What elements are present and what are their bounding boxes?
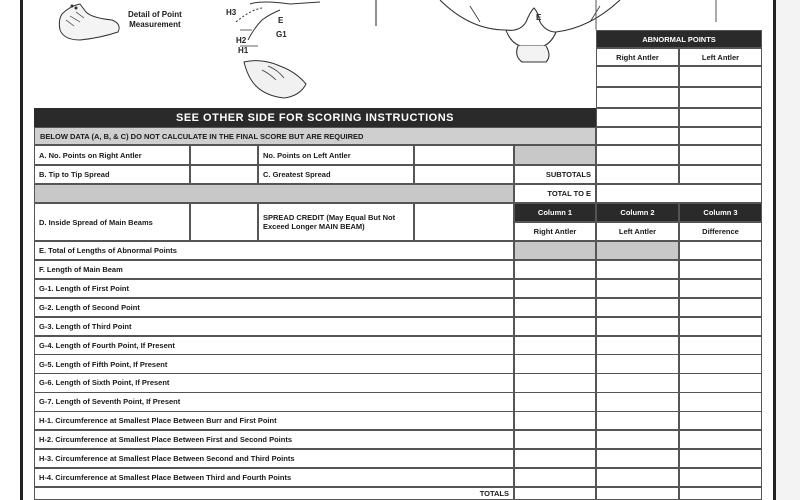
column-2-header: Column 2: [596, 203, 679, 222]
subtotals-label: SUBTOTALS: [514, 165, 596, 184]
field-c-label: C. Greatest Spread: [258, 165, 414, 184]
tine-detail-sketch: [59, 4, 119, 40]
right-antler-cell[interactable]: [514, 279, 596, 298]
field-d-input[interactable]: [190, 203, 258, 241]
top-right-boxes: [596, 0, 716, 30]
measurement-row-label: G-4. Length of Fourth Point, If Present: [34, 336, 514, 355]
measurement-row-label: H-1. Circumference at Smallest Place Between Burr and First Point: [34, 411, 514, 430]
abnormal-left-cell[interactable]: [679, 108, 762, 127]
e-label-rack: E: [536, 13, 542, 22]
left-antler-cell[interactable]: [596, 260, 679, 279]
total-column-2[interactable]: [596, 487, 679, 500]
left-antler-cell[interactable]: [596, 336, 679, 355]
abnormal-points-title: ABNORMAL POINTS: [596, 30, 762, 48]
spread-credit-label: SPREAD CREDIT (May Equal But Not Exceed Longer MAIN BEAM): [258, 203, 414, 241]
detail-label-line2: Measurement: [129, 20, 181, 29]
right-antler-cell[interactable]: [514, 260, 596, 279]
field-a-label: A. No. Points on Right Antler: [34, 145, 190, 165]
difference-cell[interactable]: [679, 317, 762, 336]
right-antler-cell[interactable]: [514, 449, 596, 468]
field-c-input[interactable]: [414, 165, 514, 184]
h3-label: H3: [226, 8, 237, 17]
antler-rack-sketch: [376, 0, 620, 62]
column-1-header: Column 1: [514, 203, 596, 222]
totals-label: TOTALS: [34, 487, 514, 500]
abnormal-right-cell[interactable]: [596, 108, 679, 127]
difference-cell[interactable]: [679, 392, 762, 411]
total-column-3[interactable]: [679, 487, 762, 500]
field-b-input[interactable]: [190, 165, 258, 184]
left-antler-cell[interactable]: [596, 411, 679, 430]
left-antler-cell[interactable]: [596, 468, 679, 487]
abnormal-right-cell[interactable]: [596, 145, 679, 165]
measurement-row-label: H-4. Circumference at Smallest Place Between Third and Fourth Points: [34, 468, 514, 487]
h2-label: H2: [236, 36, 247, 45]
field-b-label: B. Tip to Tip Spread: [34, 165, 190, 184]
right-antler-cell[interactable]: [514, 241, 596, 260]
left-antler-cell[interactable]: [596, 430, 679, 449]
abnormal-left-cell[interactable]: [679, 87, 762, 108]
difference-cell[interactable]: [679, 411, 762, 430]
difference-cell[interactable]: [679, 449, 762, 468]
left-antler-cell[interactable]: [596, 241, 679, 260]
abnormal-right-subtotal[interactable]: [596, 165, 679, 184]
left-antler-cell[interactable]: [596, 392, 679, 411]
difference-cell[interactable]: [679, 260, 762, 279]
g1-label: G1: [276, 30, 287, 39]
measurement-row-label: G-3. Length of Third Point: [34, 317, 514, 336]
measurement-row-label: G-7. Length of Seventh Point, If Present: [34, 392, 514, 411]
column-3-header: Column 3: [679, 203, 762, 222]
difference-cell[interactable]: [679, 468, 762, 487]
right-antler-cell[interactable]: [514, 298, 596, 317]
required-data-note: BELOW DATA (A, B, & C) DO NOT CALCULATE IN THE FINAL SCORE BUT ARE REQUIRED: [34, 127, 596, 145]
abnormal-right-header: Right Antler: [596, 48, 679, 66]
shaded-row: [34, 184, 514, 203]
difference-cell[interactable]: [679, 279, 762, 298]
scoring-instructions-banner: SEE OTHER SIDE FOR SCORING INSTRUCTIONS: [34, 108, 596, 127]
detail-label-line1: Detail of Point: [128, 10, 182, 19]
total-to-e-label: TOTAL TO E: [514, 184, 596, 203]
column-3-sub: Difference: [679, 222, 762, 241]
difference-cell[interactable]: [679, 241, 762, 260]
difference-cell[interactable]: [679, 354, 762, 373]
abnormal-total-cell[interactable]: [596, 184, 762, 203]
difference-cell[interactable]: [679, 430, 762, 449]
abnormal-left-cell[interactable]: [679, 145, 762, 165]
difference-cell[interactable]: [679, 373, 762, 392]
column-2-sub: Left Antler: [596, 222, 679, 241]
right-antler-cell[interactable]: [514, 354, 596, 373]
abnormal-left-header: Left Antler: [679, 48, 762, 66]
abnormal-left-cell[interactable]: [679, 127, 762, 145]
measurement-row-label: E. Total of Lengths of Abnormal Points: [34, 241, 514, 260]
measurement-row-label: G-5. Length of Fifth Point, If Present: [34, 354, 514, 373]
h1-label: H1: [238, 46, 249, 55]
left-antler-cell[interactable]: [596, 298, 679, 317]
measurement-row-label: G-1. Length of First Point: [34, 279, 514, 298]
abnormal-right-cell[interactable]: [596, 66, 679, 87]
right-antler-cell[interactable]: [514, 411, 596, 430]
right-antler-cell[interactable]: [514, 468, 596, 487]
field-left-points-label: No. Points on Left Antler: [258, 145, 414, 165]
detail-label: [128, 10, 182, 30]
shaded-cell: [514, 145, 596, 165]
field-left-points-input[interactable]: [414, 145, 514, 165]
abnormal-left-cell[interactable]: [679, 66, 762, 87]
field-d-label: D. Inside Spread of Main Beams: [34, 203, 190, 241]
right-antler-cell[interactable]: [514, 336, 596, 355]
total-column-1[interactable]: [514, 487, 596, 500]
measurement-row-label: H-3. Circumference at Smallest Place Between Second and Third Points: [34, 449, 514, 468]
right-antler-cell[interactable]: [514, 392, 596, 411]
measurement-row-label: G-6. Length of Sixth Point, If Present: [34, 373, 514, 392]
measurement-row-label: G-2. Length of Second Point: [34, 298, 514, 317]
left-antler-cell[interactable]: [596, 373, 679, 392]
measurement-row-label: H-2. Circumference at Smallest Place Between First and Second Points: [34, 430, 514, 449]
e-label-small: E: [278, 16, 284, 25]
right-antler-cell[interactable]: [514, 317, 596, 336]
difference-cell[interactable]: [679, 336, 762, 355]
left-antler-cell[interactable]: [596, 354, 679, 373]
abnormal-right-cell[interactable]: [596, 127, 679, 145]
abnormal-right-cell[interactable]: [596, 87, 679, 108]
left-antler-cell[interactable]: [596, 279, 679, 298]
field-a-input[interactable]: [190, 145, 258, 165]
left-antler-cell[interactable]: [596, 317, 679, 336]
right-antler-cell[interactable]: [514, 430, 596, 449]
right-antler-cell[interactable]: [514, 373, 596, 392]
left-antler-cell[interactable]: [596, 449, 679, 468]
abnormal-left-subtotal[interactable]: [679, 165, 762, 184]
column-1-sub: Right Antler: [514, 222, 596, 241]
measurement-row-label: F. Length of Main Beam: [34, 260, 514, 279]
difference-cell[interactable]: [679, 298, 762, 317]
spread-credit-input[interactable]: [414, 203, 514, 241]
